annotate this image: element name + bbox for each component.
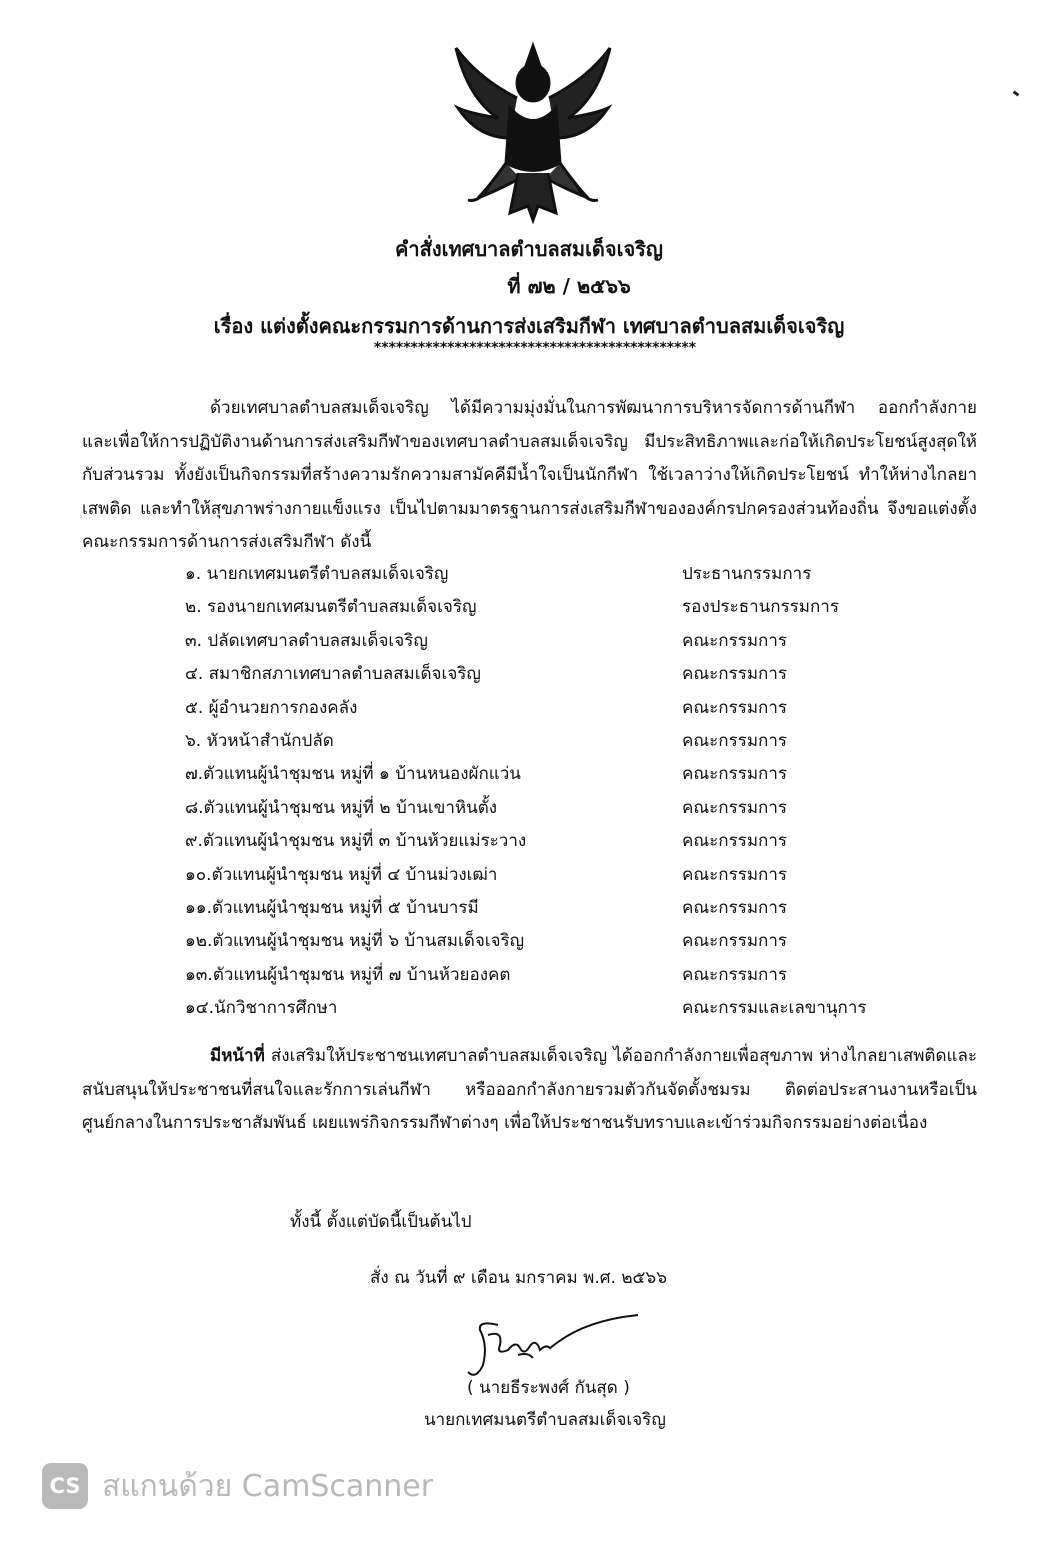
member-name: ๒. รองนายกเทศมนตรีตำบลสมเด็จเจริญ (185, 597, 477, 618)
member-name: ๑. นายกเทศมนตรีตำบลสมเด็จเจริญ (185, 564, 449, 584)
member-role: คณะกรรมการ (682, 664, 788, 685)
committee-member-row (185, 892, 905, 925)
committee-member-row (185, 692, 905, 725)
committee-member-row (185, 725, 905, 758)
member-role: คณะกรรมการ (682, 831, 788, 852)
member-name: ๙.ตัวแทนผู้นำชุมชน หมู่ที่ ๓ บ้านห้วยแม่ระวาง (185, 831, 527, 852)
committee-member-row (185, 658, 905, 691)
signer-title: นายกเทศมนตรีตำบลสมเด็จเจริญ (424, 1410, 666, 1430)
effective-statement: ทั้งนี้ ตั้งแต่บัดนี้เป็นต้นไป (290, 1212, 472, 1232)
duties-paragraph (82, 1040, 977, 1141)
member-name: ๘.ตัวแทนผู้นำชุมชน หมู่ที่ ๒ บ้านเขาหินตั้ง (185, 797, 498, 818)
member-role: คณะกรรมการ (682, 797, 788, 818)
member-name: ๗.ตัวแทนผู้นำชุมชน หมู่ที่ ๑ บ้านหนองผักแว่น (185, 764, 521, 785)
member-name: ๕. ผู้อำนวยการกองคลัง (185, 697, 358, 718)
member-role: คณะกรรมการ (682, 931, 788, 952)
signer-name: ( นายธีระพงศ์ กันสุด ) (467, 1378, 630, 1398)
order-date: สั่ง ณ วันที่ ๙ เดือน มกราคม พ.ศ. ๒๕๖๖ (370, 1268, 667, 1288)
duties-text: ส่งเสริมให้ประชาชนเทศบาลตำบลสมเด็จเจริญ ได้ออกกำลังกายเพื่อสุขภาพ ห่างไกลยาเสพติดและสนับสนุนให้ประชาชนที่สนใจและรักการเล่นกีฬา หรือออกกำลังกายรวมตัวกันจัดตั้งชมรม ติดต่อประสานงานหรือเป็นศูนย์กลางในการประชาสัมพันธ์ เผยแพร่กิจกรรมกีฬาต่างๆ เพื่อให้ประชาชนรับทราบและเข้าร่วมกิจกรรมอย่างต่อเนื่อง (82, 1046, 977, 1133)
order-number: ที่ ๗๒ / ๒๕๖๖ (507, 274, 631, 298)
order-subject: เรื่อง แต่งตั้งคณะกรรมการด้านการส่งเสริมกีฬา เทศบาลตำบลสมเด็จเจริญ (213, 314, 845, 338)
member-name: ๖. หัวหน้าสำนักปลัด (185, 730, 334, 751)
member-role: คณะกรรมการ (682, 897, 788, 918)
member-role: คณะกรรมการ (682, 964, 788, 985)
duties-label: มีหน้าที่ (210, 1046, 265, 1066)
committee-member-row (185, 758, 905, 791)
scanner-text: สแกนด้วย CamScanner (102, 1468, 434, 1504)
member-role: รองประธานกรรมการ (682, 597, 839, 618)
member-role: คณะกรรมการ (682, 697, 788, 718)
member-role: คณะกรรมการ (682, 630, 788, 651)
garuda-emblem-icon (448, 38, 618, 228)
intro-paragraph: ด้วยเทศบาลตำบลสมเด็จเจริญ ได้มีความมุ่งมั่นในการพัฒนาการบริหารจัดการด้านกีฬา ออกกำลังกาย และเพื่อให้การปฏิบัติงานด้านการส่งเสริมกีฬาของเทศบาลตำบลสมเด็จเจริญ มีประสิทธิภาพและก่อให้เกิดประโยชน์สูงสุดให้กับส่วนรวม ทั้งยังเป็นกิจกรรมที่สร้างความรักความสามัคคีมีน้ำใจเป็นนักกีฬา ใช้เวลาว่างให้เกิดประโยชน์ ทำให้ห่างไกลยาเสพติด และทำให้สุขภาพร่างกายแข็งแรง เป็นไปตามมาตรฐานการส่งเสริมกีฬาขององค์กรปกครองส่วนท้องถิ่น จึงขอแต่งตั้งคณะกรรมการด้านการส่งเสริมกีฬา ดังนี้ (82, 398, 977, 552)
member-name: ๔. สมาชิกสภาเทศบาลตำบลสมเด็จเจริญ (185, 664, 481, 685)
order-title: คำสั่งเทศบาลตำบลสมเด็จเจริญ (395, 237, 663, 261)
camscanner-logo-icon: CS (42, 1463, 88, 1509)
scan-speck (1013, 91, 1020, 97)
committee-member-row (185, 591, 905, 624)
committee-list (185, 558, 905, 1025)
member-name: ๓. ปลัดเทศบาลตำบลสมเด็จเจริญ (185, 630, 428, 651)
member-role: ประธานกรรมการ (682, 564, 812, 584)
member-name: ๑๔.นักวิชาการศึกษา (185, 998, 338, 1019)
member-role: คณะกรรมและเลขานุการ (682, 998, 867, 1019)
committee-member-row (185, 625, 905, 658)
member-name: ๑๑.ตัวแทนผู้นำชุมชน หมู่ที่ ๕ บ้านบารมี (185, 897, 479, 918)
committee-member-row (185, 925, 905, 958)
separator-line: ******************************************** (373, 340, 697, 356)
committee-member-row (185, 859, 905, 892)
member-name: ๑๐.ตัวแทนผู้นำชุมชน หมู่ที่ ๔ บ้านม่วงเฒ่า (185, 864, 498, 885)
committee-member-row (185, 959, 905, 992)
committee-member-row (185, 792, 905, 825)
member-name: ๑๓.ตัวแทนผู้นำชุมชน หมู่ที่ ๗ บ้านห้วยองคต (185, 964, 511, 985)
committee-member-row (185, 992, 905, 1025)
member-role: คณะกรรมการ (682, 864, 788, 885)
member-name: ๑๒.ตัวแทนผู้นำชุมชน หมู่ที่ ๖ บ้านสมเด็จเจริญ (185, 931, 525, 952)
scanner-watermark (42, 1462, 433, 1510)
member-role: คณะกรรมการ (682, 764, 788, 785)
member-role: คณะกรรมการ (682, 730, 788, 751)
committee-member-row (185, 825, 905, 858)
committee-member-row (185, 558, 905, 591)
